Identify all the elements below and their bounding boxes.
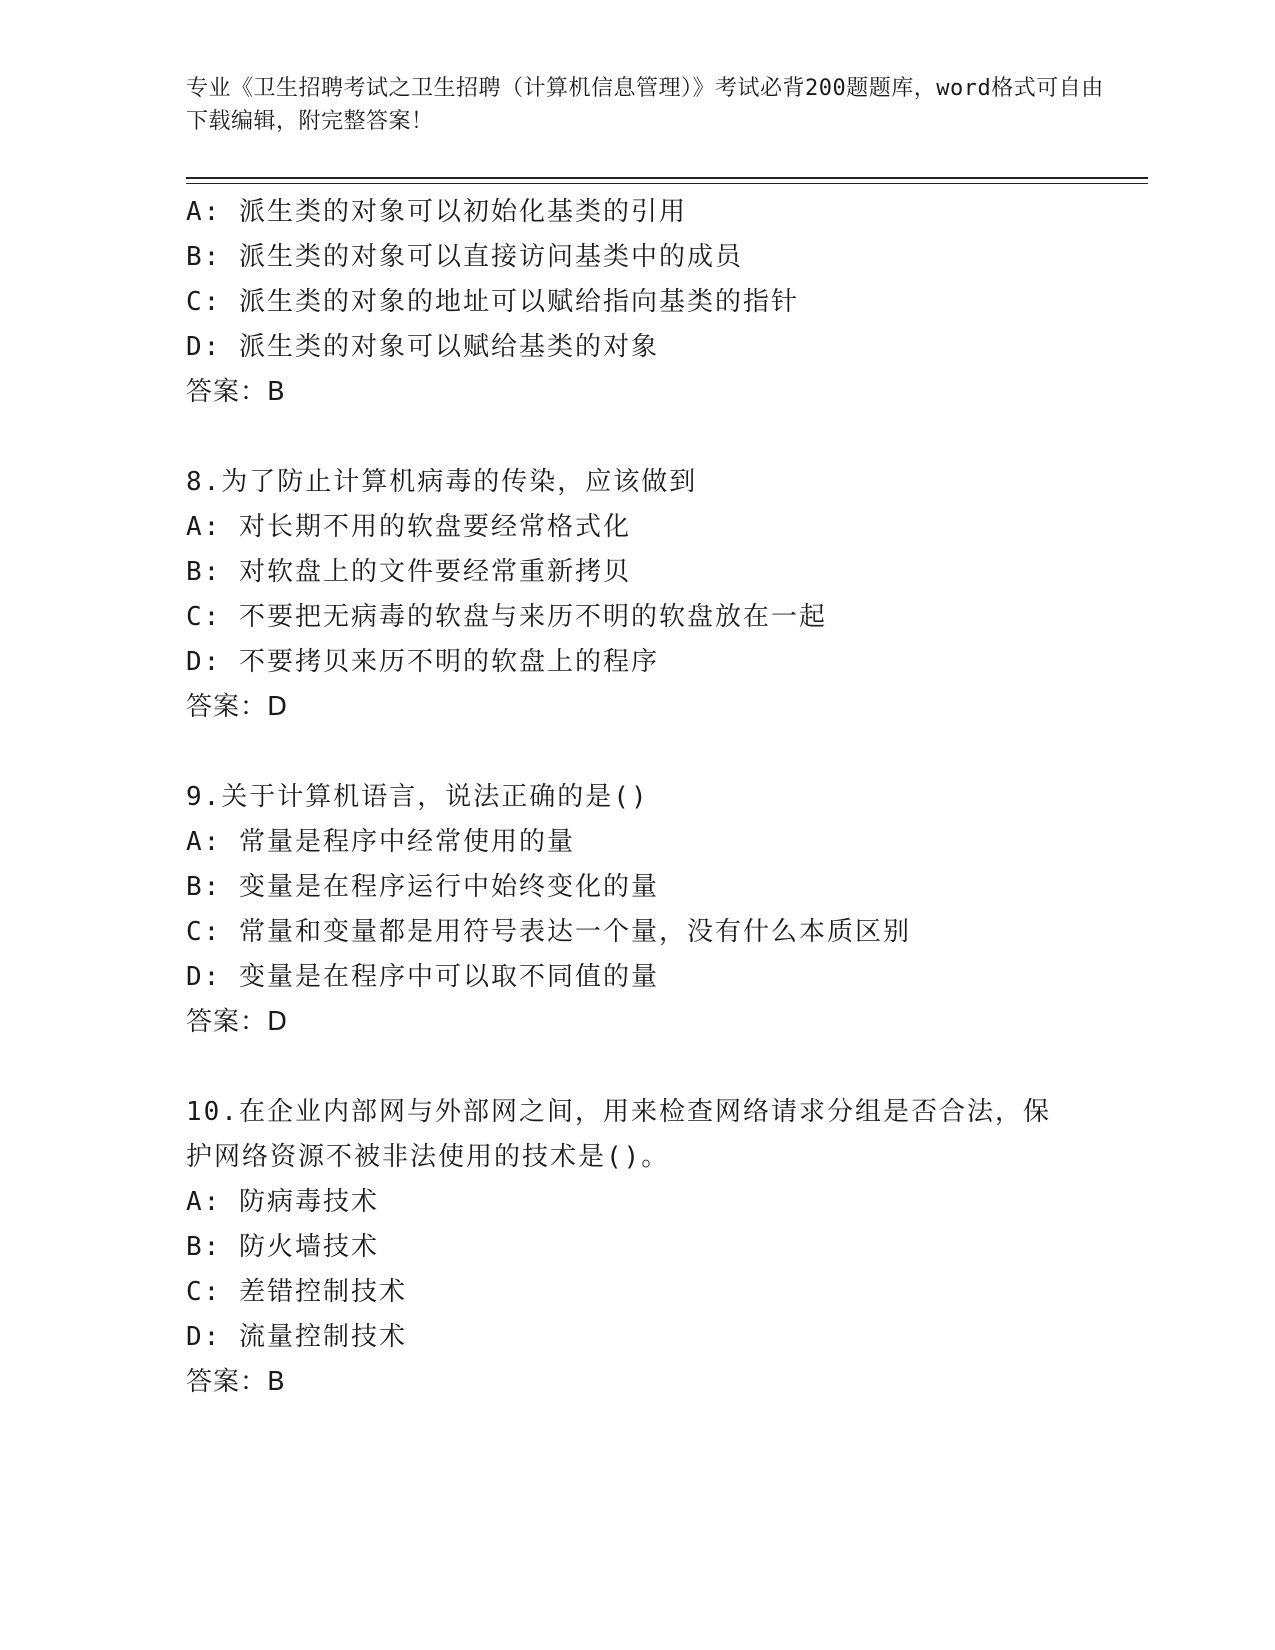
answer-line: 答案：B (186, 377, 286, 407)
option-c: C: 派生类的对象的地址可以赋给指向基类的指针 (186, 287, 799, 317)
option-c: C: 不要把无病毒的软盘与来历不明的软盘放在一起 (186, 602, 827, 632)
question-title: 9.关于计算机语言，说法正确的是() (186, 782, 649, 812)
question-title: 8.为了防止计算机病毒的传染，应该做到 (186, 467, 698, 497)
question-block-9 (186, 775, 1126, 1045)
answer-line: 答案：D (186, 1007, 289, 1037)
option-a: A: 对长期不用的软盘要经常格式化 (186, 512, 631, 542)
option-a: A: 防病毒技术 (186, 1187, 379, 1217)
option-b: B: 防火墙技术 (186, 1232, 379, 1262)
question-list (186, 190, 1126, 1405)
answer-line: 答案：B (186, 1367, 286, 1397)
question-title: 10.在企业内部网与外部网之间，用来检查网络请求分组是否合法，保护网络资源不被非法使用的技术是()。 (186, 1097, 1051, 1172)
option-d: D: 不要拷贝来历不明的软盘上的程序 (186, 647, 659, 677)
option-d: D: 变量是在程序中可以取不同值的量 (186, 962, 659, 992)
option-d: D: 派生类的对象可以赋给基类的对象 (186, 332, 659, 362)
answer-line: 答案：D (186, 692, 289, 722)
question-block-10 (186, 1090, 1126, 1405)
option-b: B: 变量是在程序运行中始终变化的量 (186, 872, 659, 902)
option-c: C: 差错控制技术 (186, 1277, 407, 1307)
option-d: D: 流量控制技术 (186, 1322, 407, 1352)
document-header: 专业《卫生招聘考试之卫生招聘（计算机信息管理）》考试必背200题题库，word格式可自由下载编辑，附完整答案！ (186, 76, 1104, 134)
option-c: C: 常量和变量都是用符号表达一个量，没有什么本质区别 (186, 917, 911, 947)
question-block-8 (186, 460, 1126, 730)
question-block-7 (186, 190, 1126, 415)
option-a: A: 常量是程序中经常使用的量 (186, 827, 575, 857)
spacer (186, 1045, 1126, 1090)
header-divider (186, 177, 1148, 184)
spacer (186, 415, 1126, 460)
option-a: A: 派生类的对象可以初始化基类的引用 (186, 197, 687, 227)
option-b: B: 派生类的对象可以直接访问基类中的成员 (186, 242, 743, 272)
option-b: B: 对软盘上的文件要经常重新拷贝 (186, 557, 631, 587)
spacer (186, 730, 1126, 775)
